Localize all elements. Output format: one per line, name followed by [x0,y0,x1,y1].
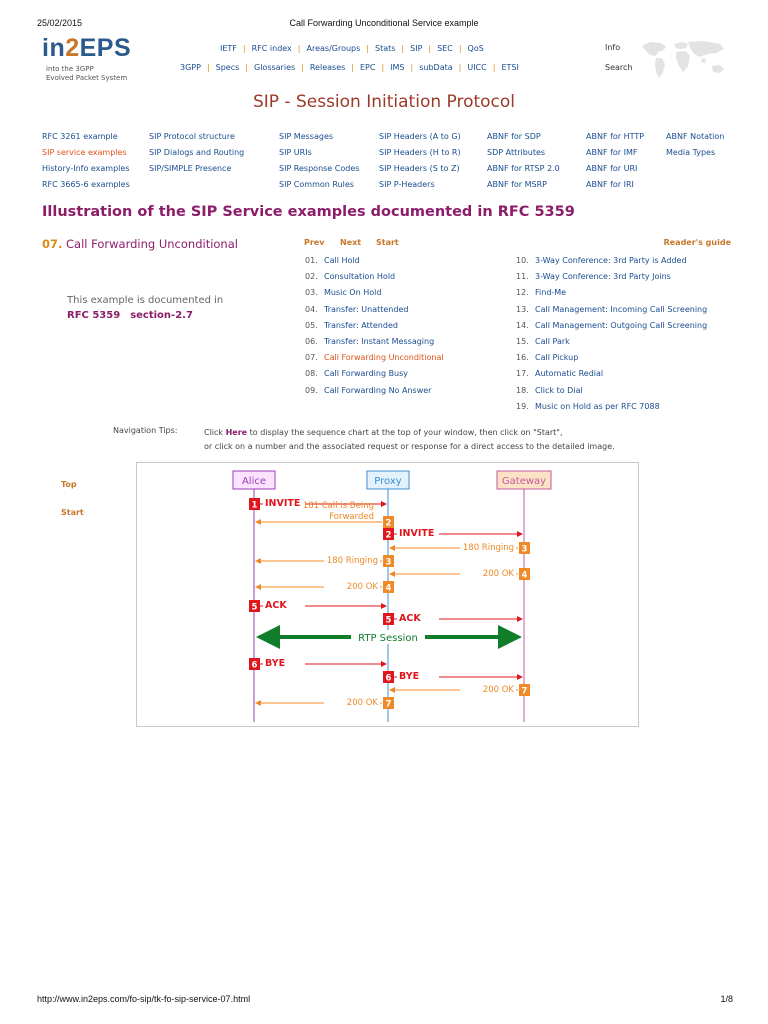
example-item-number: 06. [305,337,318,346]
navigation-tips-label: Navigation Tips: [113,426,178,435]
tagline-line2: Evolved Packet System [46,74,128,82]
example-item-label: Music on Hold as per RFC 7088 [535,401,660,411]
sip-link[interactable]: Media Types [666,148,716,157]
sip-link[interactable]: SIP Headers (H to R) [379,148,461,157]
message-number: 2 [385,530,392,541]
nav-separator: | [428,44,432,53]
section-link[interactable]: section-2.7 [130,310,193,321]
example-list-item[interactable] [305,321,398,330]
example-item-number: 02. [305,272,318,282]
example-list-item[interactable] [516,288,566,297]
sip-link[interactable]: SIP Headers (A to G) [379,132,461,141]
nav1-6[interactable]: QoS [467,44,484,53]
entity-label-alice: Alice [241,476,267,487]
message-number: 4 [385,583,392,594]
message-label: 181 Call is Being [302,501,374,511]
logo-text-in: in [42,34,66,62]
example-item-label: Call Forwarding Unconditional [324,353,444,363]
example-item-label: Call Park [535,337,570,346]
nav1-3[interactable]: Stats [375,44,396,53]
navigation-tips-text [204,426,615,454]
example-item-label: Call Forwarding Busy [324,369,409,379]
print-title: Call Forwarding Unconditional Service example [289,18,479,28]
world-map-icon[interactable] [636,36,732,84]
topnav-row1 [220,44,484,53]
doc-note: This example is documented in [67,295,224,306]
nav-separator: | [301,63,304,72]
message-number: 3 [385,557,392,568]
example-item-label: Transfer: Unattended [324,304,409,314]
nav2-7[interactable]: UICC [467,63,487,72]
sip-link[interactable]: SIP Common Rules [279,180,354,189]
nav2-3[interactable]: Releases [309,63,346,72]
example-item-label: Call Pickup [535,353,579,363]
sip-link[interactable]: SIP service examples [42,148,127,157]
example-item-number: 05. [305,320,318,330]
nav-separator: | [410,63,414,72]
in2eps-logo[interactable] [42,34,131,63]
sip-link[interactable]: SIP/SIMPLE Presence [149,164,232,173]
nav-separator: | [351,63,354,72]
message-number: 5 [251,602,258,613]
sip-link[interactable]: SIP Protocol structure [149,132,235,141]
example-list-item[interactable] [305,386,431,395]
message-number: 2 [385,518,392,529]
topnav-row2 [180,63,519,72]
print-page-number: 1/8 [720,994,733,1004]
tips-click: Click [204,428,226,437]
nav2-1[interactable]: Specs [215,63,240,72]
example-list-item[interactable] [305,353,444,362]
nav-separator: | [242,44,246,53]
nav-separator: | [366,44,369,53]
logo-tagline [46,65,127,83]
nav-separator: | [297,44,301,53]
message-label: INVITE [399,528,435,539]
nav-separator: | [458,63,462,72]
doc-reference [67,310,193,321]
example-item-label: Call Management: Incoming Call Screening [535,304,708,314]
example-item-number: 10. [516,256,529,265]
example-item-label: Automatic Redial [535,369,604,379]
sip-link[interactable]: ABNF for URI [586,164,638,173]
entity-label-gateway: Gateway [501,476,547,487]
example-item-number: 17. [516,369,529,379]
sip-title: SIP - Session Initiation Protocol [252,92,516,112]
message-number: 6 [251,660,258,671]
sip-link[interactable]: SIP URIs [279,148,312,157]
nav1-5[interactable]: SEC [437,44,453,53]
top-link[interactable]: Top [61,480,77,489]
example-item-number: 09. [305,385,318,395]
print-date: 25/02/2015 [37,18,83,28]
sip-link[interactable]: History-Info examples [42,164,130,173]
nav2-8[interactable]: ETSI [501,63,519,72]
example-item-number: 12. [516,288,529,298]
example-list-item[interactable] [516,402,660,411]
example-list-item[interactable] [516,386,583,395]
message-number: 7 [521,686,528,697]
nav2-4[interactable]: EPC [360,63,376,72]
sip-link[interactable]: RFC 3665-6 examples [42,180,130,189]
message-number: 4 [521,570,528,581]
example-item-number: 13. [516,304,529,314]
sequence-diagram-svg [137,463,640,728]
tagline-line1: into the 3GPP [46,65,94,73]
message-label: ACK [399,613,421,624]
example-item-label: Call Hold [324,256,360,265]
message-label: 200 OK [482,569,514,579]
example-item-number: 08. [305,369,318,379]
example-item-label: 3-Way Conference: 3rd Party Joins [535,272,671,282]
example-item-label: Consultation Hold [324,272,396,282]
example-item-label: Call Forwarding No Answer [324,385,432,395]
example-list-item[interactable] [516,369,603,378]
example-list-item[interactable] [516,256,687,265]
tips-line2: or click on a number and the associated request or response for a direct access to the detailed image. [204,442,615,451]
message-number: 7 [385,699,392,710]
message-number: 1 [251,500,258,511]
logo-text-2: 2 [65,34,80,62]
tips-here-link[interactable]: Here [225,428,248,437]
nav-separator: | [206,63,210,72]
sip-link[interactable]: ABNF for RTSP 2.0 [487,164,560,173]
nav2-0[interactable]: 3GPP [180,63,201,72]
example-item-number: 19. [516,401,529,411]
readers-guide-link[interactable]: Reader's guide [663,238,731,247]
message-label: INVITE [265,498,301,509]
nav-separator: | [245,63,248,72]
example-list-item[interactable] [516,337,570,346]
start-side-link[interactable]: Start [61,508,84,517]
example-list-item[interactable] [516,272,671,281]
message-label: 180 Ringing [326,556,378,566]
rtp-session-label: RTP Session [358,633,418,644]
sip-link[interactable]: SIP Response Codes [279,164,360,173]
sip-link[interactable]: SIP Dialogs and Routing [149,148,245,157]
nav1-1[interactable]: RFC index [251,44,292,53]
sequence-diagram [136,462,639,727]
example-list-item[interactable] [305,272,395,281]
example-item-number: 07. [305,353,318,363]
logo-text-eps: EPS [79,34,132,62]
example-item-number: 18. [516,385,529,395]
sip-link[interactable]: ABNF for IMF [586,148,638,157]
nav1-2[interactable]: Areas/Groups [306,44,361,53]
example-list-item[interactable] [516,353,578,362]
nav2-5[interactable]: IMS [390,63,405,72]
example-item-number: 03. [305,288,318,298]
message-label: 200 OK [482,685,514,695]
sip-link[interactable]: SDP Attributes [487,148,546,157]
sip-link[interactable]: ABNF for IRI [586,180,634,189]
message-label: BYE [399,671,420,682]
example-name: Call Forwarding Unconditional [66,237,238,251]
example-item-label: Click to Dial [535,385,583,395]
nav-separator: | [401,44,405,53]
nav1-0[interactable]: IETF [220,44,237,53]
example-item-number: 11. [516,272,529,282]
example-item-label: Transfer: Instant Messaging [324,337,435,346]
example-item-number: 14. [516,320,529,330]
message-number: 6 [385,673,392,684]
message-label: 200 OK [346,582,378,592]
tips-line1: to display the sequence chart at the top of your window, then click on "Start", [247,428,563,437]
example-item-label: Transfer: Attended [324,320,398,330]
start-link[interactable]: Start [376,238,399,247]
next-link[interactable]: Next [340,238,362,247]
sip-link[interactable]: ABNF Notation [666,132,725,141]
print-url: http://www.in2eps.com/fo-sip/tk-fo-sip-service-07.html [37,994,251,1004]
sip-link[interactable]: ABNF for HTTP [586,132,645,141]
nav-separator: | [458,44,462,53]
nav-separator: | [381,63,385,72]
section-title: Illustration of the SIP Service examples documented in RFC 5359 [42,204,575,220]
message-label: ACK [265,600,287,611]
message-number: 3 [521,544,528,555]
example-list-item[interactable] [305,369,408,378]
sip-link[interactable]: ABNF for MSRP [487,180,547,189]
example-list-item[interactable] [516,305,707,314]
nav-separator: | [492,63,496,72]
entity-label-proxy: Proxy [374,476,402,487]
example-list-item[interactable] [305,305,408,314]
example-list-item[interactable] [305,337,434,346]
sip-link[interactable]: RFC 3261 example [42,132,118,141]
message-label: BYE [265,658,286,669]
nav2-6[interactable]: subData [419,63,453,72]
example-item-label: 3-Way Conference: 3rd Party is Added [535,256,687,265]
message-label: 180 Ringing [462,543,514,553]
example-item-label: Find-Me [535,288,567,298]
sip-link[interactable]: ABNF for SDP [487,132,541,141]
example-item-number: 04. [305,304,318,314]
example-list-item[interactable] [516,321,707,330]
message-number: 5 [385,615,392,626]
example-number: 07. [42,237,63,251]
sip-link[interactable]: SIP Headers (S to Z) [379,164,460,173]
sip-link[interactable]: SIP P-Headers [379,180,435,189]
message-label: Forwarded [329,512,374,522]
example-title [42,237,238,251]
example-item-number: 15. [516,337,529,346]
example-list-item[interactable] [305,256,360,265]
example-item-number: 16. [516,353,529,363]
nav1-4[interactable]: SIP [410,44,423,53]
example-item-label: Music On Hold [324,288,382,298]
rfc-link[interactable]: RFC 5359 [67,310,121,321]
prev-link[interactable]: Prev [304,238,325,247]
search-link[interactable]: Search [605,63,633,72]
example-item-label: Call Management: Outgoing Call Screening [535,320,708,330]
example-item-number: 01. [305,256,318,265]
nav2-2[interactable]: Glossaries [254,63,296,72]
message-label: 200 OK [346,698,378,708]
info-link[interactable]: Info [605,43,621,52]
example-list-item[interactable] [305,288,381,297]
sip-link[interactable]: SIP Messages [279,132,334,141]
